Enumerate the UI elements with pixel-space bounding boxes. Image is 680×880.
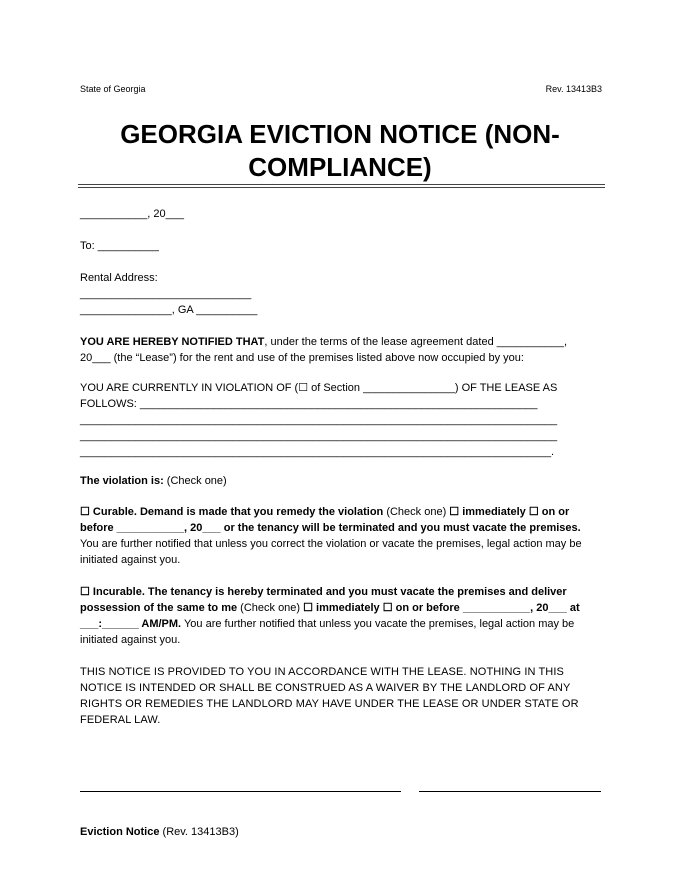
date-line: ___________, 20___	[80, 208, 184, 220]
notice-provided-line3: RIGHTS OR REMEDIES THE LANDLORD MAY HAVE UNDER THE LEASE OR UNDER STATE OR	[80, 698, 579, 710]
title-rule-top	[78, 184, 605, 185]
curable-d: before ___________, 20___ or the tenancy will be terminated and you must vacate the premises.	[80, 522, 581, 534]
incurable-c: (Check one)	[237, 602, 304, 614]
curable-b: (Check one)	[383, 506, 450, 518]
curable-c: ☐ immediately ☐ on or	[449, 506, 570, 518]
incurable-d: ☐ immediately ☐ on or before ___________, 20___ at	[303, 602, 580, 614]
notified-lead: YOU ARE HEREBY NOTIFIED THAT	[80, 336, 265, 348]
title-rule-bottom	[78, 187, 605, 188]
violation-of-line2: FOLLOWS: _________________________________________________________________	[80, 398, 538, 410]
notified-paragraph	[80, 334, 602, 366]
violation-is-rest: (Check one)	[163, 475, 227, 487]
violation-of-line5: _____________________________________________________________________________.	[80, 446, 555, 458]
notice-provided-line4: FEDERAL LAW.	[80, 714, 161, 726]
footer-label: Eviction Notice	[80, 826, 160, 838]
incurable-paragraph	[80, 584, 602, 648]
footer-rev: (Rev. 13413B3)	[159, 826, 239, 838]
violation-is-lead: The violation is:	[80, 475, 164, 487]
to-line: To: __________	[80, 240, 159, 252]
page-title: GEORGIA EVICTION NOTICE (NON-COMPLIANCE)	[120, 119, 560, 182]
notice-provided-line1: THIS NOTICE IS PROVIDED TO YOU IN ACCORDANCE WITH THE LEASE. NOTHING IN THIS	[80, 666, 564, 678]
violation-of-line1: YOU ARE CURRENTLY IN VIOLATION OF (☐ of Section _______________) OF THE LEASE AS	[80, 382, 558, 394]
violation-is	[80, 473, 602, 489]
notice-provided-line2: NOTICE IS INTENDED OR SHALL BE CONSTRUED AS A WAIVER BY THE LANDLORD OF ANY	[80, 682, 571, 694]
notified-line2: 20___ (the “Lease”) for the rent and use of the premises listed above now occupied by you:	[80, 352, 524, 364]
incurable-f: You are further notified that unless you vacate the premises, legal action may be	[181, 618, 575, 630]
header-rev: Rev. 13413B3	[545, 84, 602, 94]
footer	[80, 826, 239, 838]
incurable-g: initiated against you.	[80, 634, 181, 646]
notified-rest1: , under the terms of the lease agreement dated ___________,	[264, 336, 568, 348]
header-state: State of Georgia	[80, 84, 146, 94]
curable-e: You are further notified that unless you correct the violation or vacate the premises, legal action may be	[80, 538, 582, 550]
signature-line	[80, 791, 401, 792]
curable-f: initiated against you.	[80, 554, 181, 566]
violation-of-paragraph	[80, 380, 602, 460]
notice-provided-paragraph	[80, 664, 602, 728]
violation-of-line4: ______________________________________________________________________________	[80, 430, 558, 442]
rental-address-line1: ____________________________	[80, 288, 252, 300]
rental-address-label: Rental Address:	[80, 272, 158, 284]
rental-address-line2: _______________, GA __________	[80, 304, 258, 316]
curable-paragraph	[80, 504, 602, 568]
curable-a: ☐ Curable. Demand is made that you remedy the violation	[80, 506, 384, 518]
incurable-b: possession of the same to me	[80, 602, 238, 614]
violation-of-line3: ______________________________________________________________________________	[80, 414, 558, 426]
incurable-a: ☐ Incurable. The tenancy is hereby terminated and you must vacate the premises and deliver	[80, 586, 567, 598]
date-signature-line	[419, 791, 601, 792]
incurable-e: ___:______ AM/PM.	[80, 618, 182, 630]
